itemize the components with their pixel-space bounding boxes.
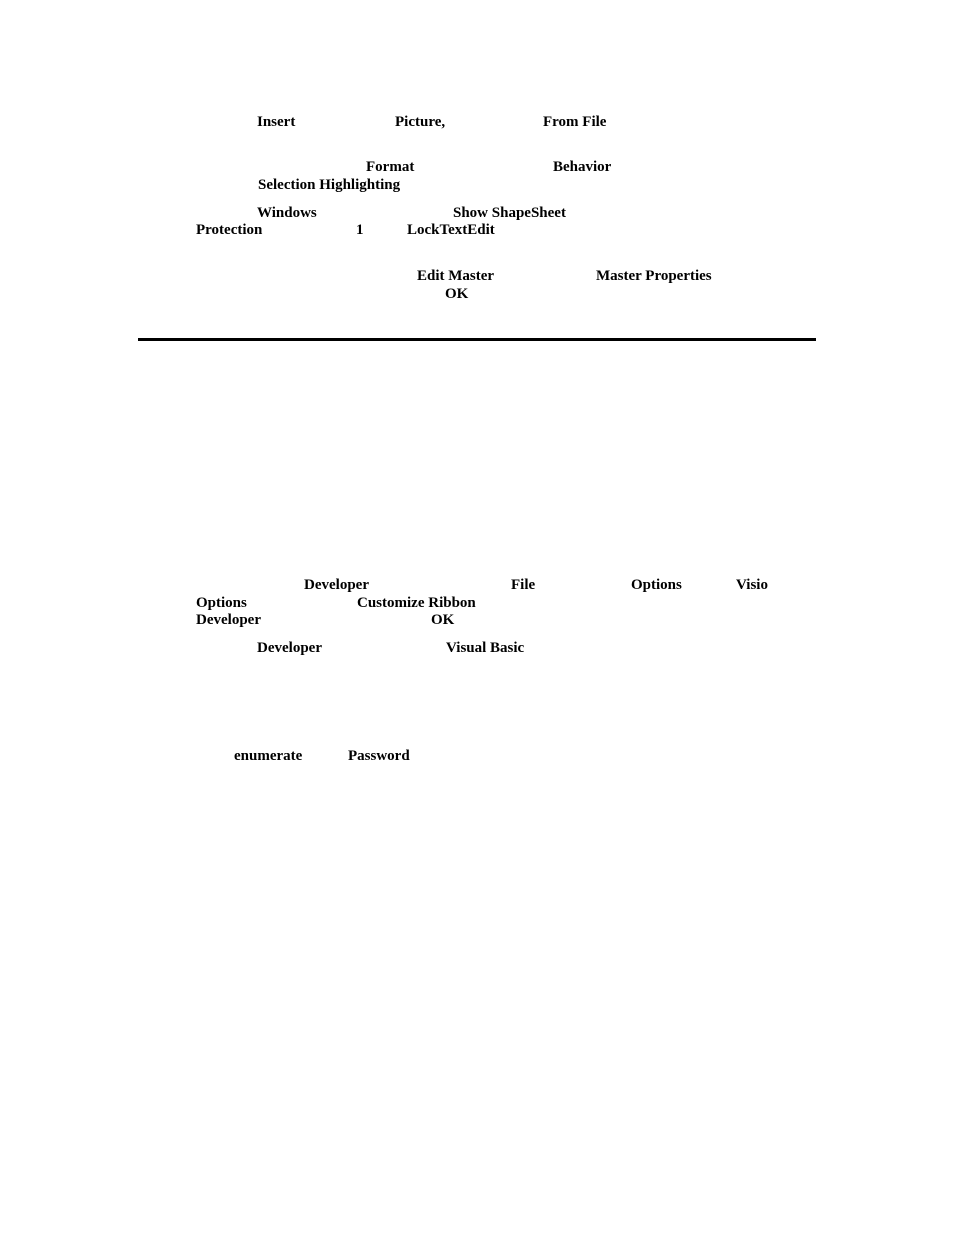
- term-ok: OK: [445, 286, 469, 302]
- term-ok-2: OK: [431, 612, 455, 628]
- term-visual-basic: Visual Basic: [446, 640, 525, 656]
- horizontal-rule: [138, 338, 816, 341]
- term-protection: Protection: [196, 222, 263, 238]
- term-visio: Visio: [736, 577, 768, 593]
- term-value-1: 1: [356, 222, 364, 238]
- term-edit-master: Edit Master: [417, 268, 495, 284]
- term-master-properties: Master Properties: [596, 268, 712, 284]
- term-developer-3: Developer: [257, 640, 322, 656]
- term-from-file: From File: [543, 114, 607, 130]
- term-developer: Developer: [304, 577, 369, 593]
- term-file: File: [511, 577, 536, 593]
- term-developer-2: Developer: [196, 612, 261, 628]
- term-format: Format: [366, 159, 415, 175]
- term-options-2: Options: [196, 595, 247, 611]
- term-insert: Insert: [257, 114, 296, 130]
- term-options: Options: [631, 577, 682, 593]
- term-locktextedit: LockTextEdit: [407, 222, 495, 238]
- term-show-shapesheet: Show ShapeSheet: [453, 205, 566, 221]
- term-customize-ribbon: Customize Ribbon: [357, 595, 476, 611]
- term-behavior: Behavior: [553, 159, 612, 175]
- term-selection-highlighting: Selection Highlighting: [258, 177, 401, 193]
- term-picture: Picture,: [395, 114, 446, 130]
- term-password: Password: [348, 748, 410, 764]
- term-windows: Windows: [257, 205, 317, 221]
- term-enumerate: enumerate: [234, 748, 303, 764]
